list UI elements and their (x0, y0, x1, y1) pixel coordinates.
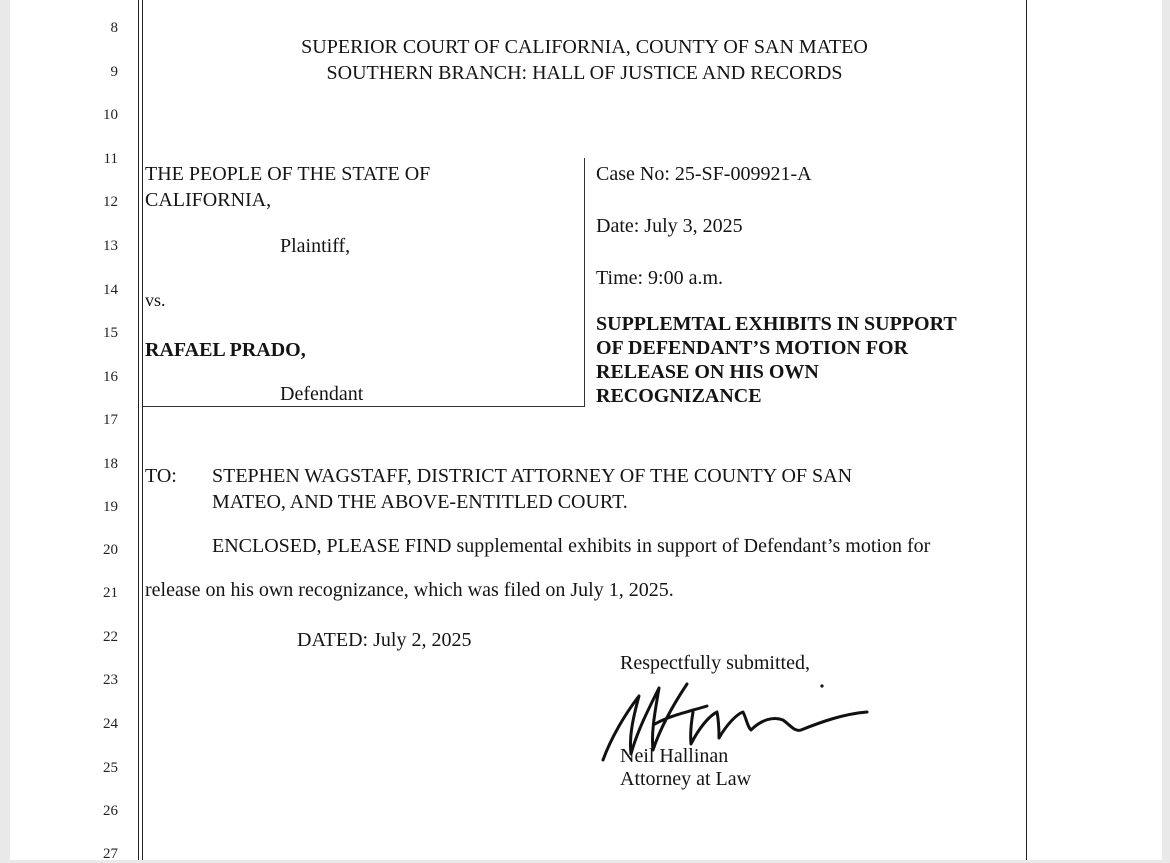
addressee-line1: STEPHEN WAGSTAFF, DISTRICT ATTORNEY OF THE COUNTY OF SAN (212, 465, 853, 487)
to-label: TO: (145, 465, 177, 487)
line-number: 16 (103, 369, 118, 385)
hearing-time: Time: 9:00 a.m. (596, 267, 724, 289)
caption-bottom-rule (143, 406, 585, 407)
caption-divider (584, 158, 585, 407)
line-number: 20 (103, 542, 118, 558)
line-number: 25 (103, 760, 118, 776)
document-title-line: OF DEFENDANT’S MOTION FOR (596, 337, 909, 359)
plaintiff-name-line1: THE PEOPLE OF THE STATE OF (145, 163, 431, 185)
defendant-role: Defendant (280, 383, 364, 405)
left-margin-rule-inner (142, 0, 143, 860)
court-branch: SOUTHERN BRANCH: HALL OF JUSTICE AND RECORDS (326, 62, 843, 84)
left-margin-rule (138, 0, 139, 860)
line-number: 14 (103, 282, 118, 298)
line-number: 8 (110, 20, 118, 36)
enclosed-paragraph-line2: release on his own recognizance, which was filed on July 1, 2025. (145, 579, 674, 601)
line-number: 10 (103, 107, 118, 123)
attorney-title: Attorney at Law (620, 768, 752, 790)
document-title-line: RELEASE ON HIS OWN (596, 361, 819, 383)
right-margin-rule (1026, 0, 1027, 860)
dated-line: DATED: July 2, 2025 (297, 629, 472, 651)
plaintiff-role: Plaintiff, (280, 235, 351, 257)
line-number: 11 (103, 151, 118, 167)
line-number: 24 (103, 716, 118, 732)
defendant-name: RAFAEL PRADO, (145, 339, 306, 361)
document-title-line: RECOGNIZANCE (596, 385, 762, 407)
line-number: 19 (103, 499, 118, 515)
enclosed-paragraph-line1: ENCLOSED, PLEASE FIND supplemental exhibits in support of Defendant’s motion for (212, 535, 931, 557)
line-number: 21 (103, 585, 118, 601)
case-number: Case No: 25-SF-009921-A (596, 163, 812, 185)
document-title-line: SUPPLEMTAL EXHIBITS IN SUPPORT (596, 313, 957, 335)
line-number: 15 (103, 325, 118, 341)
versus: vs. (145, 290, 166, 310)
line-number: 17 (103, 412, 118, 428)
attorney-name: Neil Hallinan (620, 745, 729, 767)
line-number: 23 (103, 672, 118, 688)
line-number: 22 (103, 629, 118, 645)
plaintiff-name-line2: CALIFORNIA, (145, 189, 272, 211)
pleading-page (10, 0, 1162, 860)
line-number: 13 (103, 238, 118, 254)
hearing-date: Date: July 3, 2025 (596, 215, 743, 237)
court-name: SUPERIOR COURT OF CALIFORNIA, COUNTY OF SAN MATEO (301, 36, 868, 58)
addressee-line2: MATEO, AND THE ABOVE-ENTITLED COURT. (212, 491, 628, 513)
line-number: 18 (103, 456, 118, 472)
line-number: 9 (110, 64, 118, 80)
line-number: 26 (103, 803, 118, 819)
line-number: 12 (103, 194, 118, 210)
line-number: 27 (103, 846, 118, 862)
closing-salutation: Respectfully submitted, (620, 652, 810, 674)
